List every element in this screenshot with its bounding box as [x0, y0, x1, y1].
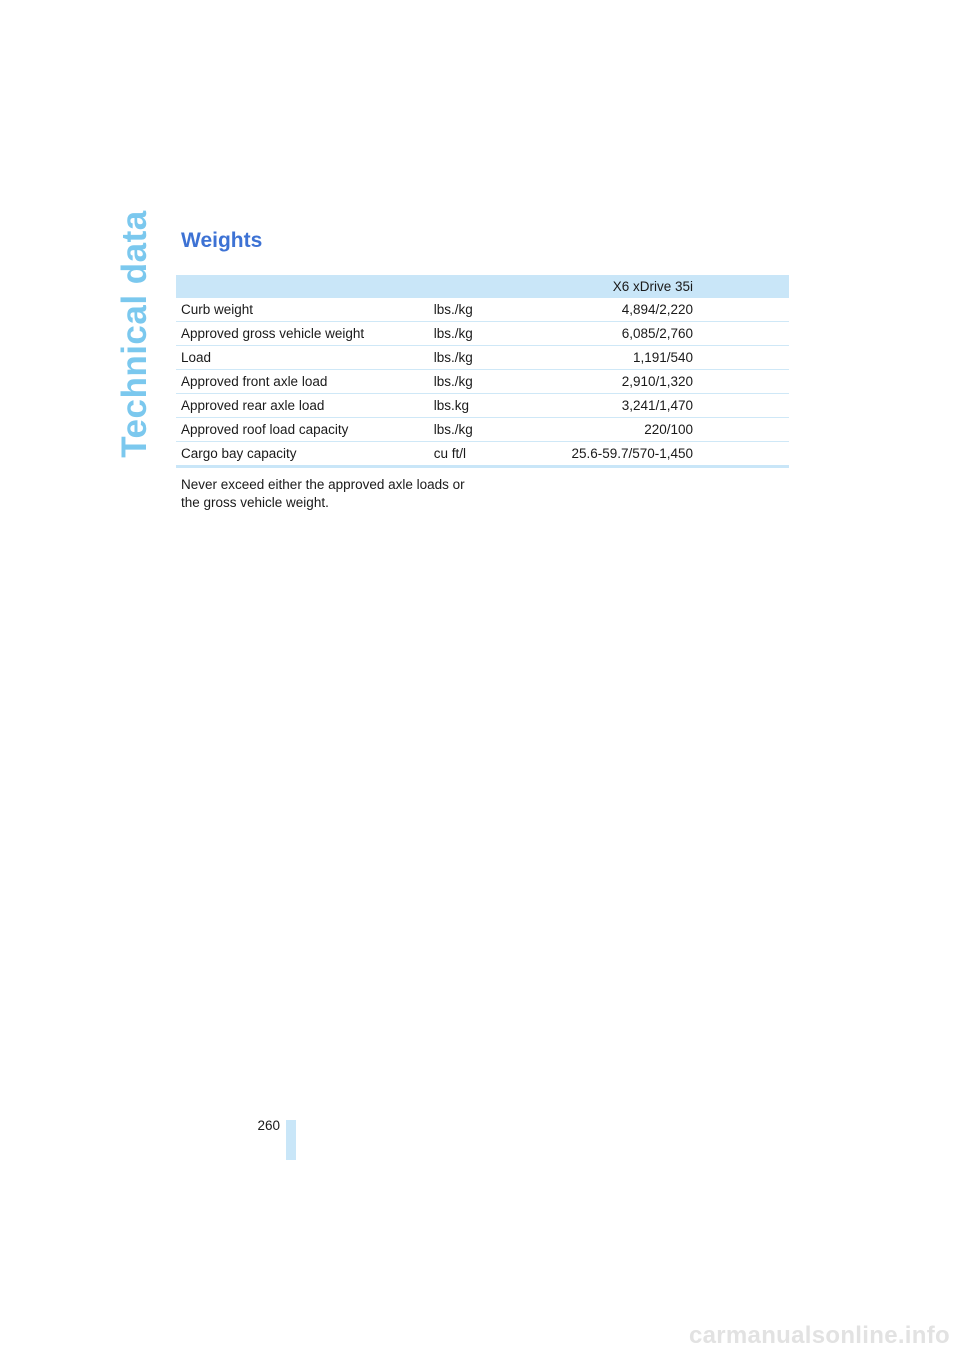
row-spare	[693, 370, 789, 394]
row-value: 4,894/2,220	[539, 298, 693, 322]
row-label: Approved roof load capacity	[176, 418, 434, 442]
row-unit: lbs./kg	[434, 418, 539, 442]
row-label: Load	[176, 346, 434, 370]
header-model: X6 xDrive 35i	[612, 279, 694, 294]
table-row	[176, 442, 789, 467]
header-label-cell	[176, 275, 434, 298]
row-unit: lbs./kg	[434, 346, 539, 370]
row-spare	[693, 298, 789, 322]
header-unit-cell	[434, 275, 539, 298]
row-unit: lbs.kg	[434, 394, 539, 418]
row-spare	[693, 442, 789, 467]
section-title: Weights	[181, 229, 263, 252]
page-marker-bar	[286, 1120, 296, 1160]
table-row	[176, 370, 789, 394]
row-label: Curb weight	[176, 298, 434, 322]
row-spare	[693, 346, 789, 370]
weights-table	[176, 275, 789, 468]
side-tab-label: Technical data	[115, 210, 154, 458]
row-unit: lbs./kg	[434, 370, 539, 394]
header-spare-cell	[693, 275, 789, 298]
row-unit: cu ft/l	[434, 442, 539, 467]
row-label: Approved gross vehicle weight	[176, 322, 434, 346]
page-number: 260	[257, 1118, 280, 1133]
row-unit: lbs./kg	[434, 298, 539, 322]
table-row	[176, 346, 789, 370]
row-spare	[693, 418, 789, 442]
side-tab	[112, 210, 158, 458]
row-value: 2,910/1,320	[539, 370, 693, 394]
row-value: 220/100	[539, 418, 693, 442]
row-label: Approved front axle load	[176, 370, 434, 394]
watermark: carmanualsonline.info	[688, 1322, 950, 1349]
row-spare	[693, 394, 789, 418]
row-unit: lbs./kg	[434, 322, 539, 346]
row-value: 1,191/540	[539, 346, 693, 370]
row-spare	[693, 322, 789, 346]
weight-warning-note: Never exceed either the approved axle loads or the gross vehicle weight.	[181, 477, 465, 510]
row-value: 25.6-59.7/570-1,450	[539, 442, 693, 467]
row-label: Approved rear axle load	[176, 394, 434, 418]
row-value: 3,241/1,470	[539, 394, 693, 418]
table-row	[176, 322, 789, 346]
table-row	[176, 418, 789, 442]
table-header-row	[176, 275, 789, 298]
row-label: Cargo bay capacity	[176, 442, 434, 467]
row-value: 6,085/2,760	[539, 322, 693, 346]
table-row	[176, 298, 789, 322]
table-row	[176, 394, 789, 418]
